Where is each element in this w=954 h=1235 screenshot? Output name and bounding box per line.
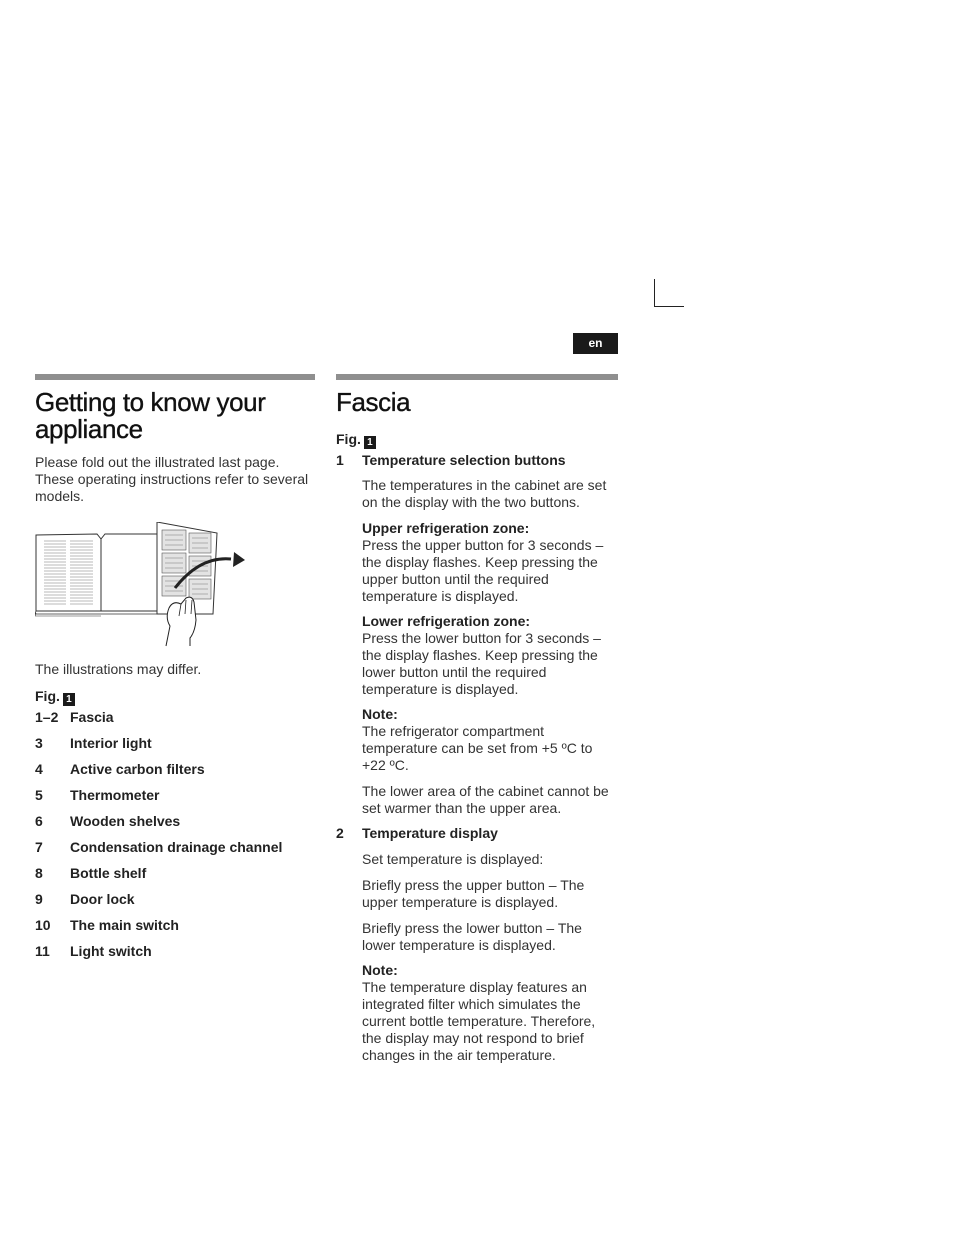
item-number: 9 [35,891,43,907]
item-label: The main switch [70,917,179,933]
buttons-intro-text: The temperatures in the cabinet are set on the display with the two buttons. [362,477,607,510]
fascia-section [336,374,618,1064]
section-rule [336,374,618,380]
item-label: Condensation drainage channel [70,839,283,855]
item-number: 1–2 [35,709,59,725]
figure-reference [336,431,618,448]
crop-mark-horizontal [654,306,684,307]
list-item [35,787,315,804]
upper-zone-text: Press the upper button for 3 seconds – the display flashes. Keep pressing the upper button until the required temperature is displayed. [362,537,604,604]
illustrations-differ-note: The illustrations may differ. [35,661,202,677]
item-number: 6 [35,813,43,829]
note-heading: Note: [362,962,398,978]
section-heading: Fascia [336,387,411,417]
list-item [35,865,315,882]
list-item [35,761,315,778]
lower-zone-text: Press the lower button for 3 seconds – the display flashes. Keep pressing the lower button until the required temperature is displayed. [362,630,601,697]
lower-zone-heading: Lower refrigeration zone: [362,613,531,629]
item-number: 7 [35,839,43,855]
component-list [35,709,315,960]
list-item [35,839,315,856]
item-number: 1 [336,452,344,468]
item-temperature-display [336,825,618,842]
item-label: Light switch [70,943,152,959]
upper-zone-heading: Upper refrigeration zone: [362,520,530,536]
lower-temperature-text: Briefly press the lower button – The lower temperature is displayed. [362,920,582,953]
crop-mark-vertical [654,279,655,307]
item-label: Bottle shelf [70,865,147,881]
item-title: Temperature display [362,825,498,841]
note-heading: Note: [362,706,398,722]
intro-text: Please fold out the illustrated last page. These operating instructions refer to several models. [35,454,309,504]
figure-number-badge: 1 [364,436,376,449]
item-number: 8 [35,865,43,881]
language-badge: en [573,333,618,354]
figure-label: Fig. [336,431,361,447]
list-item [35,943,315,960]
list-item [35,813,315,830]
item-number: 3 [35,735,43,751]
figure-label: Fig. [35,688,60,704]
item-label: Active carbon filters [70,761,205,777]
list-item [35,891,315,908]
section-rule [35,374,315,380]
list-item [35,917,315,934]
note-text: The refrigerator compartment temperature can be set from +5 ºC to +22 ºC. [362,723,593,773]
upper-temperature-text: Briefly press the upper button – The upper temperature is displayed. [362,877,585,910]
item-title: Temperature selection buttons [362,452,566,468]
figure-reference [35,688,315,705]
item-number: 2 [336,825,344,841]
list-item [35,735,315,752]
set-temperature-text: Set temperature is displayed: [362,851,544,867]
note-extra-text: The lower area of the cabinet cannot be set warmer than the upper area. [362,783,609,816]
item-label: Door lock [70,891,135,907]
figure-number-badge: 1 [63,693,75,706]
item-label: Fascia [70,709,114,725]
getting-to-know-section [35,374,315,960]
section-heading: Getting to know your appliance [35,387,266,444]
item-temperature-selection-buttons [336,452,618,469]
item-number: 4 [35,761,43,777]
item-number: 11 [35,943,50,959]
item-label: Thermometer [70,787,160,803]
item-number: 10 [35,917,51,933]
item-label: Interior light [70,735,152,751]
item-label: Wooden shelves [70,813,181,829]
list-item [35,709,315,726]
item-number: 5 [35,787,43,803]
note-text: The temperature display features an integrated filter which simulates the current bottle temperature. Therefore, the display may not respond to brief changes in the air temperature. [362,979,596,1063]
fold-out-page-illustration [35,522,245,647]
